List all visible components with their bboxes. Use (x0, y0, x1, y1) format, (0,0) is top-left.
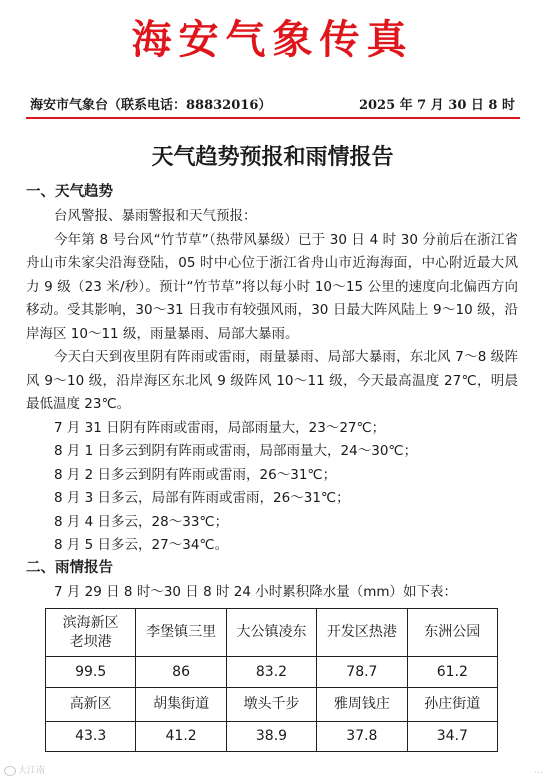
station-name: 胡集街道 (136, 688, 226, 722)
masthead-title: 海安气象传真 (131, 16, 414, 63)
table-row (46, 657, 498, 688)
table-row (46, 688, 498, 722)
rainfall-value: 61.2 (407, 657, 497, 688)
weather-trend-body (26, 205, 518, 558)
forecast-day-1: 7 月 31 日阴有阵雨或雷雨，局部雨量大，23～27℃； (54, 419, 386, 436)
rainfall-value: 83.2 (226, 657, 316, 688)
report-title: 天气趋势预报和雨情报告 (151, 144, 394, 170)
forecast-day-6: 8 月 5 日多云，27～34℃。 (54, 537, 229, 553)
rainfall-value: 37.8 (317, 722, 407, 752)
station-name: 东洲公园 (407, 609, 497, 657)
rainfall-value: 99.5 (46, 657, 136, 688)
forecast-day-3: 8 月 2 日多云到阴有阵雨或雷雨，26～31℃； (54, 466, 337, 483)
watermark (4, 763, 45, 776)
header-divider (26, 117, 520, 119)
rainfall-table (45, 608, 498, 752)
corner-mark: … (534, 766, 543, 776)
forecast-day-5: 8 月 4 日多云，28～33℃； (54, 513, 229, 530)
station-name: 雅周钱庄 (317, 688, 407, 722)
forecast-day-2: 8 月 1 日多云到阴有阵雨或雷雨，局部雨量大，24～30℃； (54, 443, 418, 459)
watermark-logo-icon (4, 766, 16, 776)
paragraph-typhoon: 今年第 8 号台风“竹节草”（热带风暴级）已于 30 日 4 时 30 分前后在浙江省舟山市朱家尖沿海登陆，05 时中心位于浙江省舟山市近海海面，中心附近最大风力 9 级（23 米/秒）。预计“竹节草”将以每小时 10～15 公里的速度向北偏西方向移动。受其影响，30～31 日我市有较强风雨，30 日最大阵风陆上 9～10 级，沿岸海区 10～11 级，雨量暴雨、局部大暴雨。 (26, 231, 518, 342)
watermark-text: 大江南 (18, 766, 46, 776)
rainfall-value: 78.7 (317, 657, 407, 688)
station-name: 墩头千步 (226, 688, 316, 722)
section-heading-weather-trend: 一、天气趋势 (26, 184, 113, 200)
issue-time: 2025 年 7 月 30 日 8 时 (358, 98, 515, 113)
station-name: 李堡镇三里 (136, 609, 226, 657)
issuer-line: 海安市气象台（联系电话：88832016） (30, 98, 272, 113)
station-name: 高新区 (46, 688, 136, 722)
rainfall-value: 38.9 (226, 722, 316, 752)
rainfall-value: 34.7 (407, 722, 497, 752)
station-name: 孙庄街道 (407, 688, 497, 722)
station-name: 大公镇凌东 (226, 609, 316, 657)
section-heading-rain-report: 二、雨情报告 (26, 560, 113, 576)
station-name: 滨海新区老坝港 (46, 609, 136, 657)
paragraph-alert-intro: 台风警报、暴雨警报和天气预报： (54, 208, 257, 224)
rainfall-value: 43.3 (46, 722, 136, 752)
paragraph-today: 今天白天到夜里阴有阵雨或雷雨，雨量暴雨、局部大暴雨，东北风 7～8 级阵风 9～10 级，沿岸海区东北风 9 级阵风 10～11 级，今天最高温度 27℃，明晨最低温度 23℃。 (26, 349, 518, 412)
forecast-day-4: 8 月 3 日多云，局部有阵雨或雷雨，26～31℃； (54, 490, 350, 506)
rainfall-value: 86 (136, 657, 226, 688)
table-row (46, 722, 498, 752)
rain-report-intro: 7 月 29 日 8 时～30 日 8 时 24 小时累积降水量（mm）如下表： (54, 584, 458, 600)
table-row (46, 609, 498, 657)
station-name: 开发区热港 (317, 609, 407, 657)
rainfall-value: 41.2 (136, 722, 226, 752)
